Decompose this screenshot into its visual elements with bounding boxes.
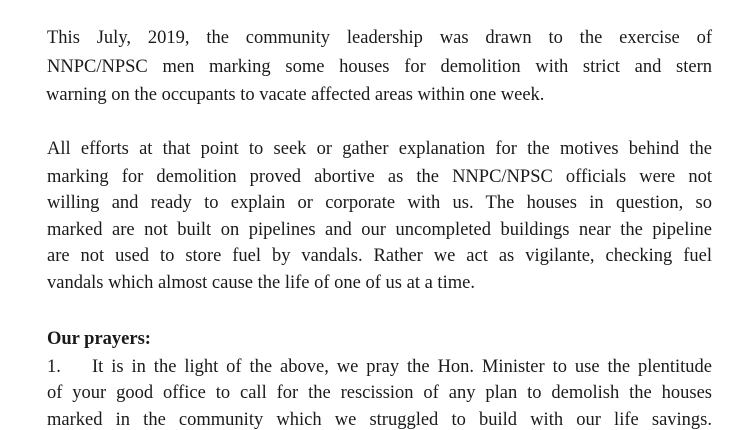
- paragraph-2-line-2: marking for demolition proved abortive as the NNPC/NPSC officials were not: [47, 167, 712, 187]
- paragraph-2-line-6: vandals which almost cause the life of one of us at a time.: [47, 273, 475, 293]
- paragraph-2-line-5: are not used to store fuel by vandals. Rather we act as vigilante, checking fuel: [47, 246, 712, 266]
- paragraph-2-line-4: marked are not built on pipelines and our uncompleted buildings near the pipeline: [47, 220, 712, 240]
- prayer-1-line-2: of your good office to call for the rescission of any plan to demolish the houses: [47, 383, 712, 403]
- paragraph-1-line-2: NNPC/NPSC men marking some houses for demolition with strict and stern: [47, 57, 712, 77]
- prayer-1-line-1: It is in the light of the above, we pray the Hon. Minister to use the plentitude: [92, 357, 712, 377]
- paragraph-2-line-3: willing and ready to explain or corporate with us. The houses in question, so: [47, 193, 712, 213]
- prayer-1-first-line: [47, 358, 712, 377]
- paragraph-2-line-1: All efforts at that point to seek or gather explanation for the motives behind the: [47, 139, 712, 159]
- paragraph-1-line-1: This July, 2019, the community leadership was drawn to the exercise of: [47, 28, 712, 48]
- prayers-heading: Our prayers:: [47, 329, 151, 349]
- prayer-1-line-3: marked in the community which we struggled to build with our life savings.: [47, 410, 712, 430]
- prayer-1-number: 1.: [47, 357, 61, 377]
- paragraph-1-line-3: warning on the occupants to vacate affected areas within one week.: [46, 85, 545, 105]
